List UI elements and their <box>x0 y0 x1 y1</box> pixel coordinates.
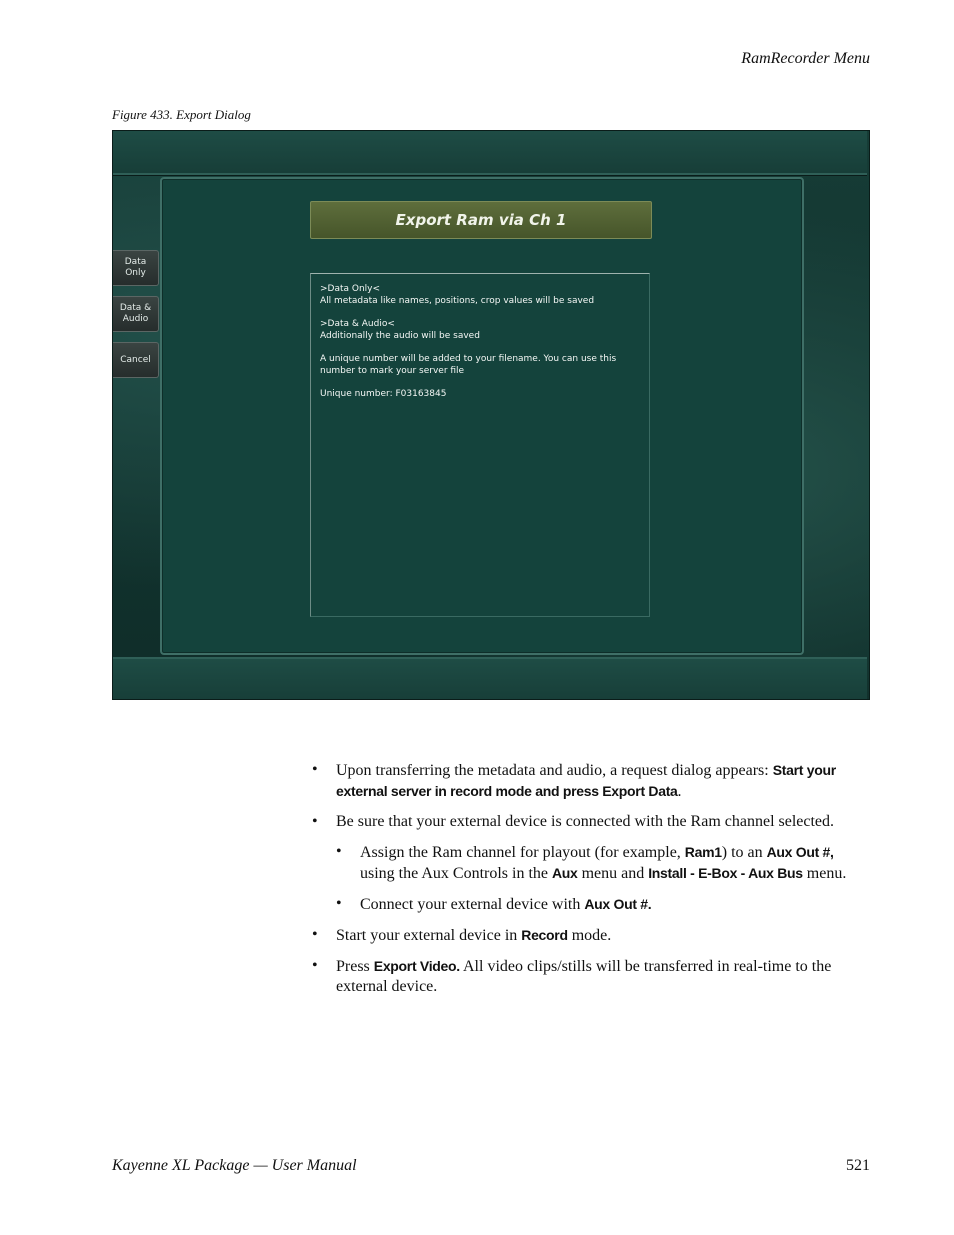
list-item <box>312 812 872 915</box>
text: All video clips/stills will be transferred in real-time to the external device. <box>336 958 832 995</box>
info-line: All metadata like names, positions, crop values will be saved <box>320 295 595 306</box>
unique-number: Unique number: F03163845 <box>320 389 447 399</box>
ui-term: Ram1 <box>684 844 722 860</box>
ui-term: Install - E-Box - Aux Bus <box>648 865 803 881</box>
info-line: >Data Only< <box>320 284 381 294</box>
text: menu and <box>577 865 649 882</box>
bottom-bar <box>113 657 867 700</box>
list-item <box>336 842 872 884</box>
ui-term: Aux Out #. <box>584 896 652 912</box>
export-dialog-screenshot <box>112 130 870 700</box>
text: Be sure that your external device is connected with the Ram channel selected. <box>336 813 835 830</box>
text: Assign the Ram channel for playout (for example, <box>360 844 685 861</box>
info-block-unique <box>320 354 640 377</box>
cancel-button[interactable]: Cancel <box>113 342 159 378</box>
info-block-number <box>320 389 640 401</box>
ui-term: Aux <box>552 865 578 881</box>
info-block-data-audio <box>320 319 640 342</box>
text: . <box>677 783 682 800</box>
top-bar <box>113 131 867 175</box>
instructions <box>312 760 872 1007</box>
ui-term: Start your external server in record mode and press Export Data <box>336 762 836 799</box>
text: Start your external device in <box>336 927 522 944</box>
instruction-list <box>312 760 872 997</box>
text: using the Aux Controls in the <box>360 865 552 882</box>
info-line: A unique number will be added to your filename. You can use this number to mark your server file <box>320 354 617 376</box>
list-item <box>312 956 872 997</box>
ui-term: Export Video. <box>373 958 460 974</box>
dialog-panel <box>160 177 804 655</box>
info-line: Additionally the audio will be saved <box>320 330 480 341</box>
ui-term: Aux Out #, <box>766 844 834 860</box>
text: Upon transferring the metadata and audio, a request dialog appears: <box>336 762 773 779</box>
info-line: >Data & Audio< <box>320 319 395 329</box>
info-text-box <box>310 273 650 617</box>
info-block-data-only <box>320 284 640 307</box>
data-and-audio-button[interactable]: Data & Audio <box>113 296 159 332</box>
text: mode. <box>567 927 612 944</box>
ui-term: Record <box>521 927 568 943</box>
running-header: RamRecorder Menu <box>741 50 870 67</box>
text: menu. <box>802 865 847 882</box>
list-item <box>312 925 872 946</box>
dialog-title: Export Ram via Ch 1 <box>310 201 652 239</box>
text: ) to an <box>721 844 767 861</box>
figure-caption: Figure 433. Export Dialog <box>112 107 251 122</box>
text: Connect your external device with <box>360 896 585 913</box>
page-number: 521 <box>846 1157 870 1174</box>
footer-doc-title: Kayenne XL Package — User Manual <box>112 1157 357 1174</box>
data-only-button[interactable]: Data Only <box>113 250 159 286</box>
list-item <box>312 760 872 802</box>
list-item <box>336 894 872 915</box>
sub-list <box>336 842 872 915</box>
text: Press <box>336 958 374 975</box>
